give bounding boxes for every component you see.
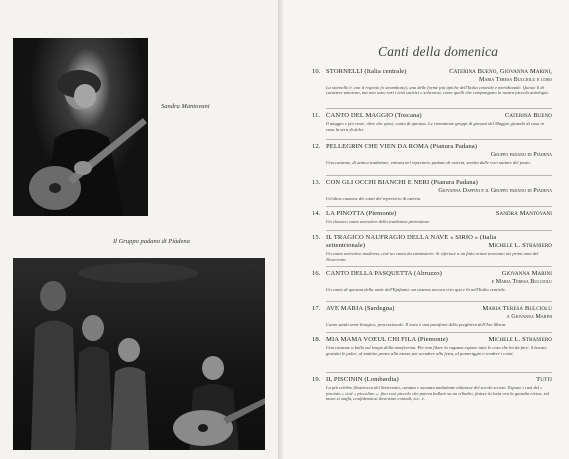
song-title: CON GLI OCCHI BIANCHI E NERI (Pianura Padana)	[326, 179, 478, 186]
song-performers: Michele L. Straniero	[488, 336, 552, 343]
divider	[326, 301, 552, 302]
song-performers: Giovanna Daffini e il Gruppo padano di Piàdena	[438, 187, 552, 194]
song-performers-2: e Maria Teresa Bulciolu	[491, 278, 552, 285]
song-performers: Sandra Mantovani	[495, 210, 552, 217]
song-title: CANTO DELLA PASQUETTA (Abruzzo)	[326, 270, 442, 277]
divider	[326, 139, 552, 140]
song-item	[312, 234, 552, 262]
song-description: Una canzone a ballo sul tempo della monferrina. Per non filare la ragazza espone tutte le cose che ha da fare: il bucato gratuito le pulce, al mattino presto alla messa poi scendere alla festa, al pomeriggio a rendere i conti.	[326, 345, 547, 356]
song-title: STORNELLI (Italia centrale)	[326, 68, 407, 75]
song-title: IL PISCININ (Lombardia)	[326, 376, 399, 383]
song-number: 14.	[312, 210, 321, 217]
song-description: Un'altra canzone dei canti del repertorio di osteria.	[326, 195, 422, 201]
photo-gruppo-padano	[13, 258, 265, 450]
song-description: Una canzone, di antica tradizione, entrata nel repertorio padano di osteria, sentita dalle voci mature del posto.	[326, 159, 531, 165]
song-performers: Giovanna Marini	[501, 270, 552, 277]
song-number: 17.	[312, 305, 321, 312]
song-title: CANTO DEL MAGGIO (Toscana)	[326, 112, 422, 119]
song-item	[312, 376, 552, 402]
song-title: MIA MAMA VOEUL CHI FILA (Piemonte)	[326, 336, 448, 343]
song-number: 11.	[312, 112, 321, 119]
song-number: 10.	[312, 68, 321, 75]
song-title: PELLEGRIN CHE VIEN DA ROMA (Pianura Padana)	[326, 143, 478, 150]
song-item	[312, 336, 552, 356]
song-number: 19.	[312, 376, 321, 383]
song-performers-2: Maria Teresa Bulciolu e coro	[478, 76, 552, 83]
left-page	[0, 0, 281, 459]
divider	[326, 175, 552, 176]
song-item	[312, 305, 552, 327]
song-description: Un canto narrativo moderno, cioè un canto da cantastorie. Si riferisce a un fatto ormai avvenuto nei primi anni del Novecento.	[326, 251, 539, 262]
song-title: AVE MARIA (Sardegna)	[326, 305, 395, 312]
page-title: Canti della domenica	[378, 44, 499, 59]
song-description: Un classico canto narrativo della tradizione piemontese.	[326, 219, 431, 224]
song-performers: Michele L. Straniero	[488, 242, 552, 249]
divider	[326, 372, 552, 373]
song-number: 12.	[312, 143, 321, 150]
song-item	[312, 143, 552, 165]
song-description: La stornello è, con il rispetto (o strambotto), una delle forme più tipiche dell'Italia centrale e meridionale. Queste lì di carattere amoroso, ma non sono rari i testi satirici e scherzosi, come quelli che compongono la nostra piccola antologia.	[326, 84, 549, 96]
divider	[326, 206, 552, 207]
song-number: 18.	[312, 336, 321, 343]
song-item	[312, 270, 552, 292]
photo-sandra-mantovani	[13, 38, 148, 216]
song-item	[312, 112, 552, 132]
song-number: 13.	[312, 179, 321, 186]
song-description: Canto sardo semi-liturgico, processionale. Il testo è una parafrasi della preghiera dell'Ave Maria.	[326, 321, 507, 327]
divider	[326, 230, 552, 231]
song-performers: Caterina Bueno, Giovanna Marini,	[449, 68, 552, 75]
caption-photo-1: Sandra Mantovani	[161, 103, 210, 110]
song-title: IL TRAGICO NAUFRAGIO DELLA NAVE « SIRIO » (Italia	[326, 234, 497, 241]
song-item	[312, 210, 552, 225]
song-number: 15.	[312, 234, 321, 241]
divider	[326, 332, 552, 333]
song-description: Un canto di questua della notte dell'Epifania: un sistema ancora vivo qua e là nell'Italia centrale.	[326, 286, 507, 292]
divider	[326, 108, 552, 109]
song-title: LA PINOTTA (Piemonte)	[326, 210, 397, 217]
caption-photo-2: Il Gruppo padano di Piàdena	[113, 238, 190, 245]
song-description: La più celebre filastrocca del Settecento, cantata e suonata ambulante milanese del secolo scorso. Espone i casi del « piscinin » cioè « piccolino »: fino così piccolo che poteva ballare su un cilindro, finisce la lotta con la guardia civica, sul muro si staffa, confidenziosi dovevano comodi, ecc. e.	[326, 385, 550, 402]
song-number: 16.	[312, 270, 321, 277]
song-title-cont: settentrionale)	[326, 242, 366, 249]
song-item	[312, 68, 552, 96]
song-performers: Caterina Bueno	[504, 112, 552, 119]
song-performers: Tutti	[536, 376, 552, 383]
song-performers: Maria Teresa Bulciolu	[482, 305, 552, 312]
divider	[326, 266, 552, 267]
song-item	[312, 179, 552, 201]
song-performers-2: e Giovanna Marini	[507, 313, 552, 320]
song-performers: Gruppo padano di Piàdena	[490, 151, 552, 158]
song-description: Il maggio e poi veste, oltre che sposi, canto di questua. Le comunione gruppi di giovani del Maggio girando di casa in casa la sera di dolci.	[326, 121, 545, 132]
